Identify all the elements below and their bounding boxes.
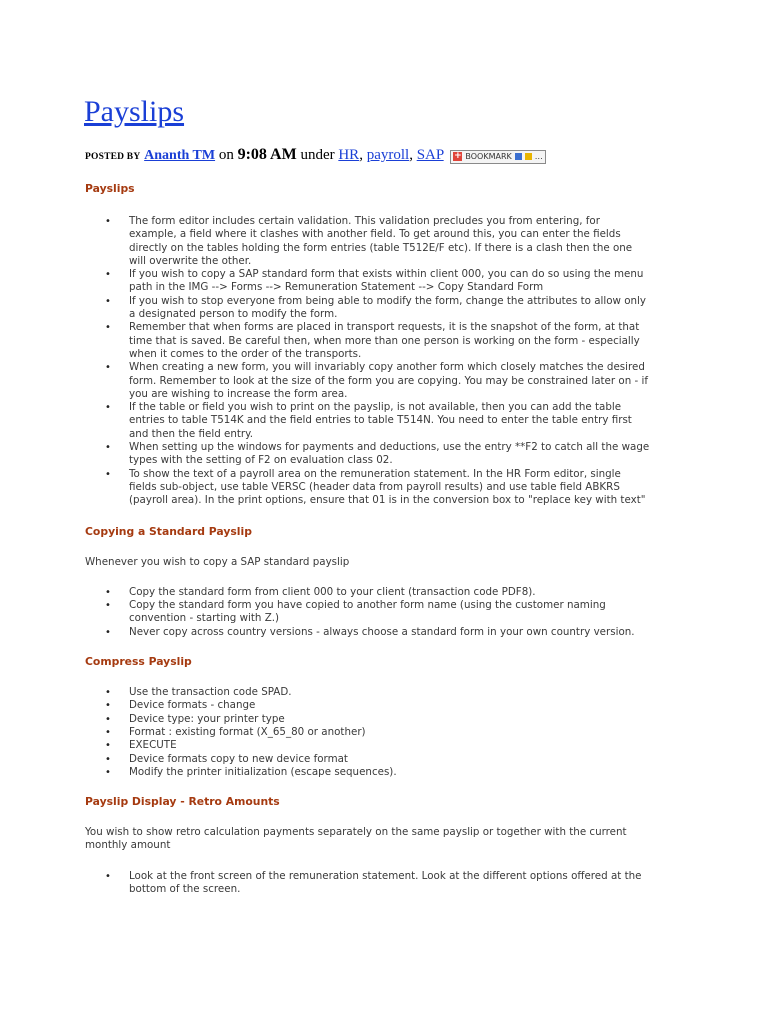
post-body — [85, 182, 650, 896]
list-item: • Copy the standard form you have copied to another form name (using the customer naming convention - starting with Z.) — [129, 599, 650, 626]
section-heading: Payslip Display - Retro Amounts — [85, 795, 280, 809]
bullet-list — [85, 215, 650, 508]
on-label: on — [218, 147, 234, 163]
list-item: • Remember that when forms are placed in transport requests, it is the snapshot of the form, at that time that is saved. Be careful then, when more than one person is working on the form - especially when it comes to the order of the transports. — [129, 321, 650, 361]
list-item: • The form editor includes certain validation. This validation precludes you from entering, for example, a field where it clashes with another field. To get around this, you can enter the fields directly on the tables holding the form entries (table T512E/F etc). If there is a clash then the one will overwrite the other. — [129, 215, 650, 268]
section-heading: Payslips — [85, 182, 135, 195]
more-icon: … — [534, 152, 543, 161]
list-item: • Device type: your printer type — [129, 713, 650, 726]
post-byline: POSTED BY Ananth TM on 9:08 AM under HR, payroll, SAP + BOOKMARK … — [85, 146, 546, 164]
list-item: • When creating a new form, you will invariably copy another form which closely matches the desired form. Remember to look at the size of the form you are copying. You may be constrained later on - if you are wishing to increase the form area. — [129, 361, 650, 401]
section-intro: Whenever you wish to copy a SAP standard payslip — [85, 555, 350, 568]
list-item: • To show the text of a payroll area on the remuneration statement. In the HR Form editor, single fields sub-object, use table VERSC (header data from payroll results) and use table field ABKRS (payroll area). In the print options, ensure that 01 is in the conversion box to "replace key with text" — [129, 468, 650, 508]
label-link-sap[interactable]: SAP — [416, 147, 444, 163]
posted-by-label: POSTED BY — [85, 152, 141, 162]
bookmark-button[interactable] — [450, 150, 545, 164]
under-label: under — [300, 147, 335, 163]
list-item: • Format : existing format (X_65_80 or another) — [129, 726, 650, 739]
bookmark-label: BOOKMARK — [465, 152, 512, 161]
favorite-icon — [525, 153, 532, 160]
list-item: • Look at the front screen of the remuneration statement. Look at the different options offered at the bottom of the screen. — [129, 870, 650, 897]
bullet-list — [85, 686, 650, 779]
share-icon — [515, 153, 522, 160]
label-link-payroll[interactable]: payroll — [366, 147, 410, 163]
section-intro: You wish to show retro calculation payments separately on the same payslip or together with the current monthly amount — [85, 826, 627, 852]
list-item: • Device formats - change — [129, 699, 650, 712]
bullet-list — [85, 870, 650, 897]
list-item: • When setting up the windows for payments and deductions, use the entry **F2 to catch all the wage types with the setting of F2 on evaluation class 02. — [129, 441, 650, 468]
post-title-link[interactable]: Payslips — [84, 95, 185, 128]
post-time: 9:08 AM — [237, 146, 297, 163]
list-item: • EXECUTE — [129, 739, 650, 752]
list-item: • If you wish to copy a SAP standard form that exists within client 000, you can do so using the menu path in the IMG --> Forms --> Remuneration Statement --> Copy Standard Form — [129, 268, 650, 295]
bullet-list — [85, 586, 650, 639]
list-item: • Never copy across country versions - always choose a standard form in your own country version. — [129, 626, 650, 639]
list-item: • Modify the printer initialization (escape sequences). — [129, 766, 650, 779]
section-heading: Compress Payslip — [85, 655, 192, 669]
label-link-hr[interactable]: HR — [338, 147, 360, 163]
section-heading: Copying a Standard Payslip — [85, 524, 252, 538]
list-item: • If you wish to stop everyone from being able to modify the form, change the attributes to allow only a designated person to modify the form. — [129, 295, 650, 322]
list-item: • Copy the standard form from client 000 to your client (transaction code PDF8). — [129, 586, 650, 599]
list-item: • If the table or field you wish to print on the payslip, is not available, then you can add the table entries to table T514K and the field entries to table T514N. You need to enter the table entry first and then the field entry. — [129, 401, 650, 441]
author-link[interactable]: Ananth TM — [144, 148, 216, 163]
plus-icon: + — [454, 151, 462, 161]
list-item: • Use the transaction code SPAD. — [129, 686, 650, 699]
list-item: • Device formats copy to new device format — [129, 753, 650, 766]
